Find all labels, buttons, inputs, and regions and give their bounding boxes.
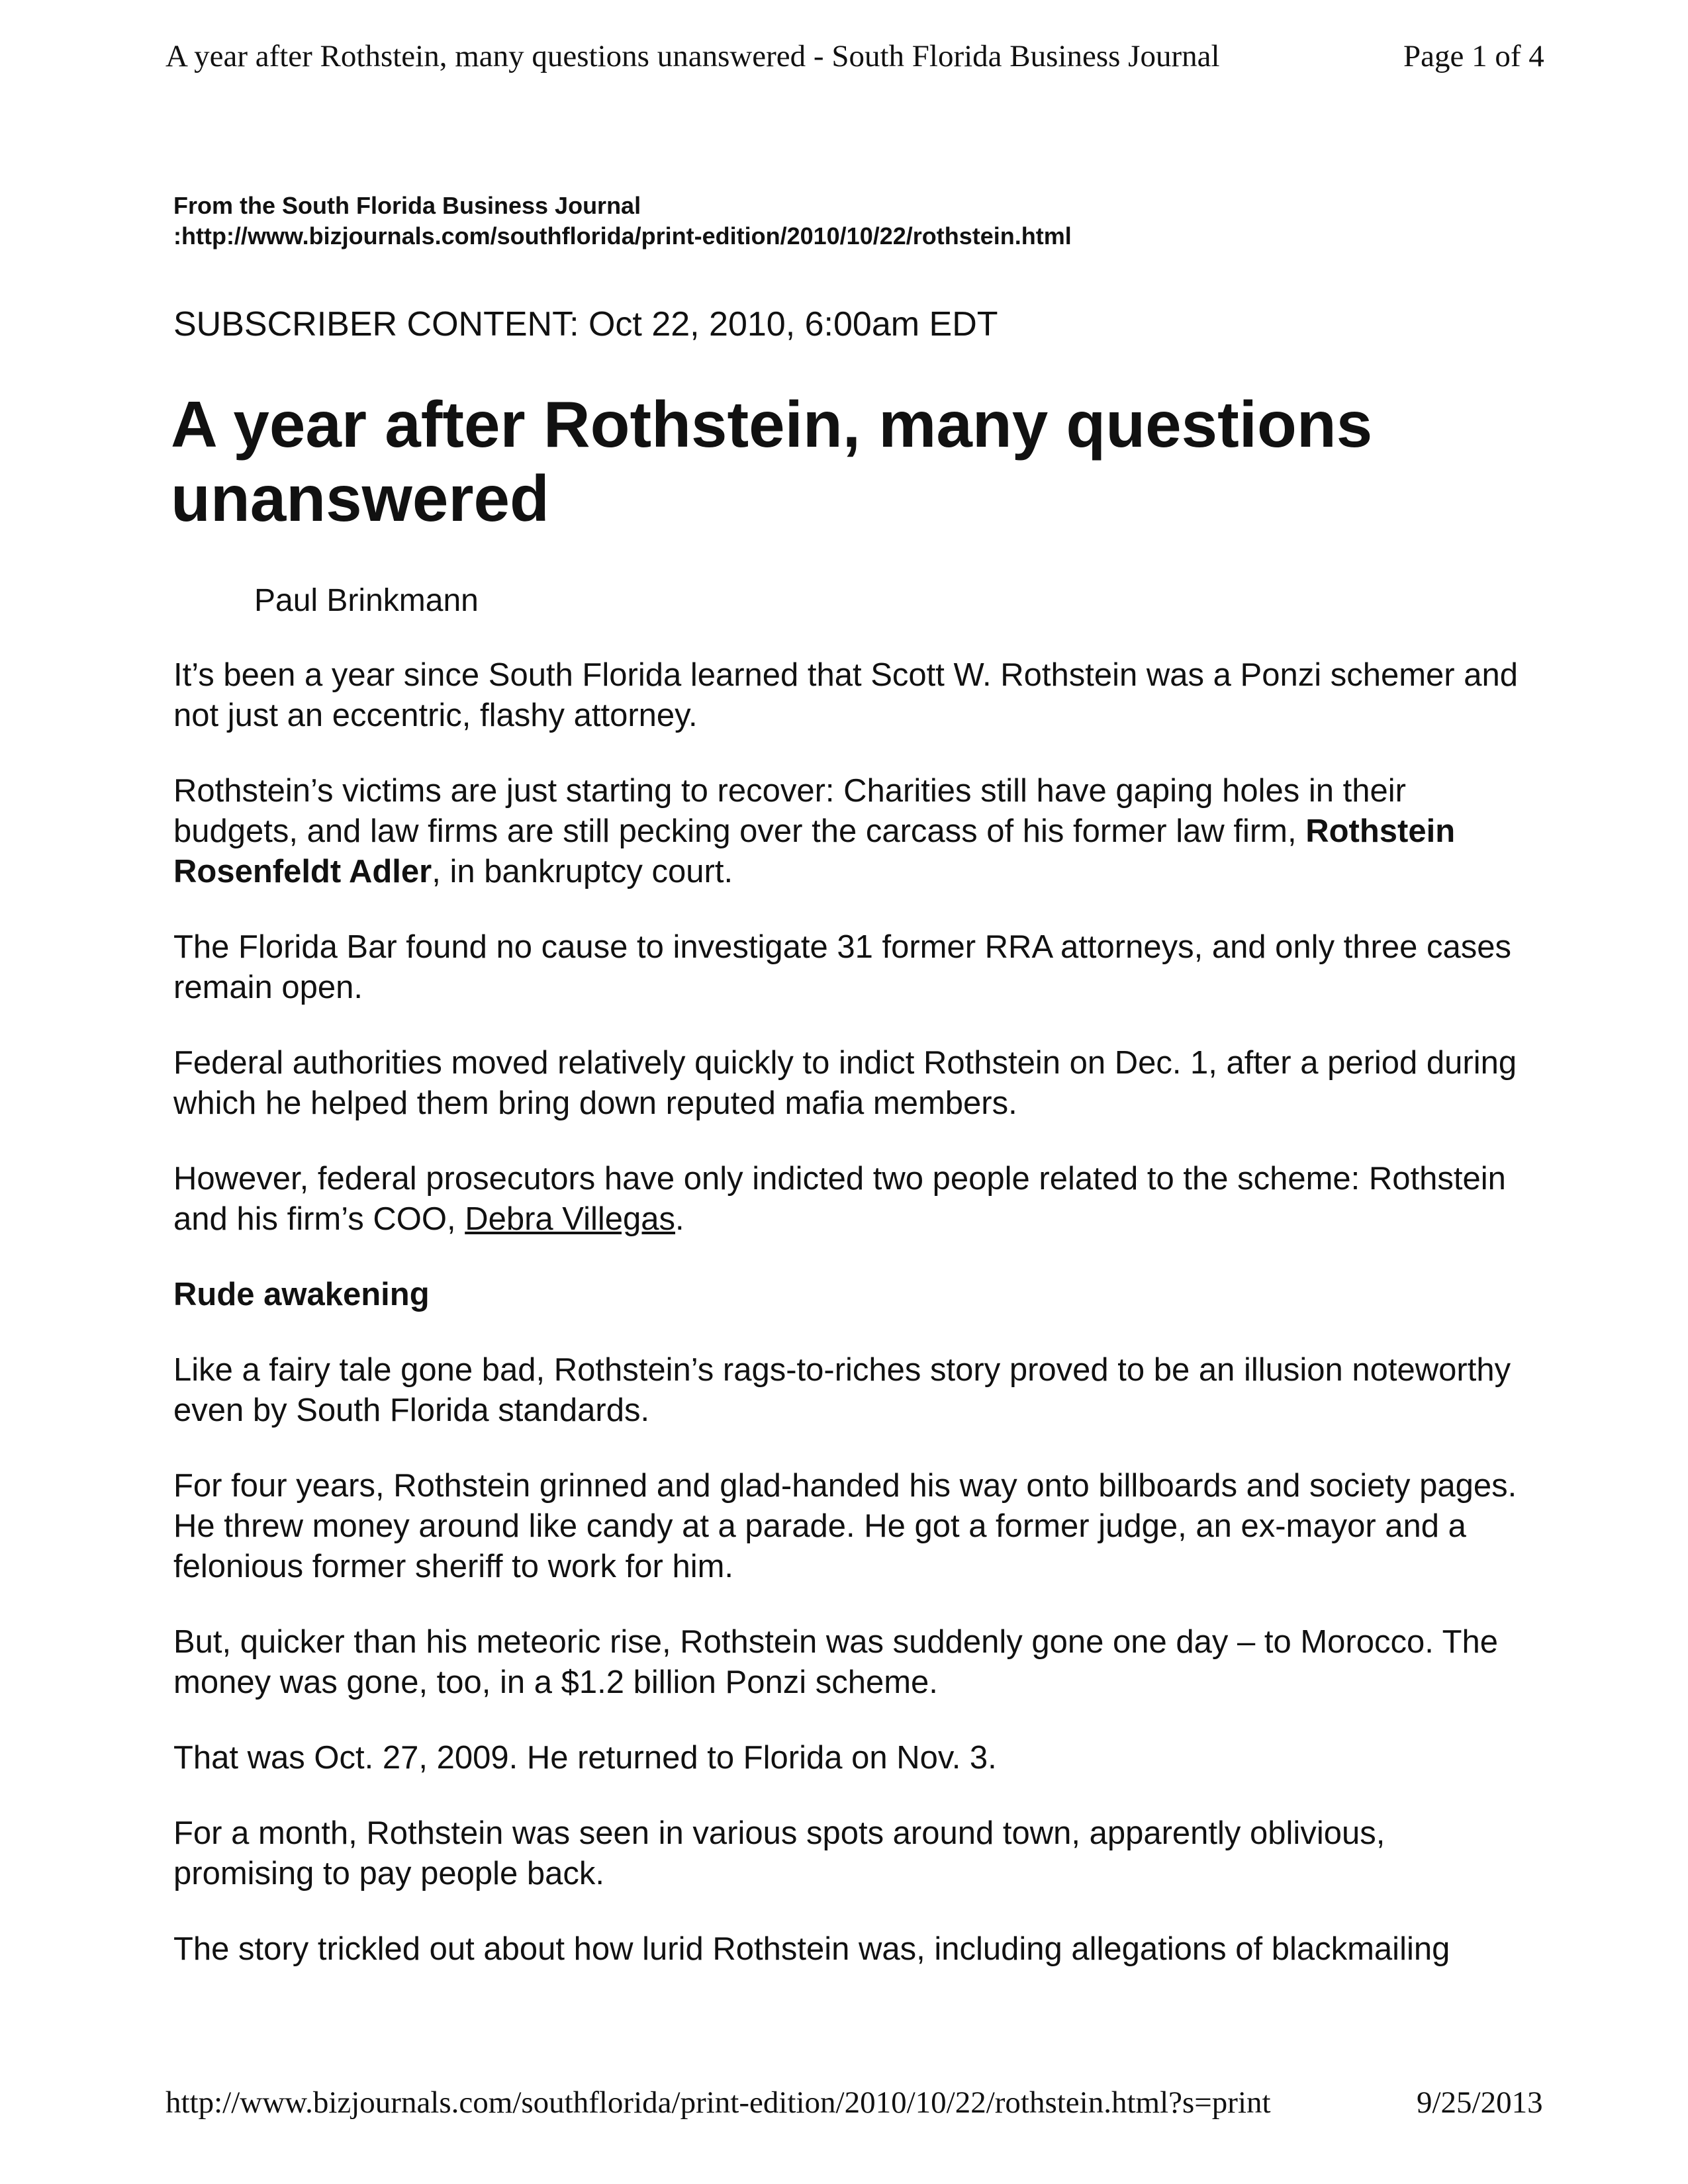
source-publication: From the South Florida Business Journal <box>173 192 641 219</box>
section-subheading: Rude awakening <box>173 1277 430 1312</box>
article-paragraph: Federal authorities moved relatively quickly to indict Rothstein on Dec. 1, after a period during which he helped them bring down reputed mafia members. <box>173 1045 1517 1121</box>
source-block <box>173 191 1072 251</box>
article-paragraph: For four years, Rothstein grinned and glad-handed his way onto billboards and society pages. He threw money around like candy at a parade. He got a former judge, an ex-mayor and a felonious former sheriff to work for him. <box>173 1468 1517 1584</box>
article-body <box>173 655 1524 2005</box>
paragraph-text: , in bankruptcy court. <box>432 854 733 889</box>
source-url: :http://www.bizjournals.com/southflorida/print-edition/2010/10/22/rothstein.html <box>173 222 1072 250</box>
article-paragraph <box>173 771 1524 892</box>
paragraph-text: Rothstein’s victims are just starting to recover: Charities still have gaping holes in their budgets, and law firms are still pecking over the carcass of his former law firm, <box>173 773 1406 849</box>
article-paragraph: It’s been a year since South Florida learned that Scott W. Rothstein was a Ponzi schemer and not just an eccentric, flashy attorney. <box>173 657 1518 733</box>
paragraph-text: . <box>675 1201 684 1237</box>
subscriber-content-dateline: SUBSCRIBER CONTENT: Oct 22, 2010, 6:00am EDT <box>173 305 998 343</box>
print-footer-url: http://www.bizjournals.com/southflorida/print-edition/2010/10/22/rothstein.html?s=print <box>165 2085 1271 2120</box>
debra-villegas-link[interactable]: Debra Villegas <box>465 1201 676 1237</box>
article-paragraph: The Florida Bar found no cause to investigate 31 former RRA attorneys, and only three cases remain open. <box>173 929 1511 1005</box>
article-paragraph <box>173 1159 1524 1240</box>
article-headline: A year after Rothstein, many questions unanswered <box>171 388 1373 535</box>
article-paragraph: For a month, Rothstein was seen in various spots around town, apparently oblivious, promising to pay people back. <box>173 1815 1385 1891</box>
print-header-title: A year after Rothstein, many questions unanswered - South Florida Business Journal <box>165 39 1220 73</box>
article-paragraph: That was Oct. 27, 2009. He returned to Florida on Nov. 3. <box>173 1740 997 1776</box>
law-firm-name: Rothstein Rosenfeldt Adler <box>173 813 1456 889</box>
article-paragraph: The story trickled out about how lurid Rothstein was, including allegations of blackmailing <box>173 1931 1450 1967</box>
page-number: Page 1 of 4 <box>1403 39 1544 73</box>
print-footer-date: 9/25/2013 <box>1417 2085 1543 2120</box>
article-paragraph: But, quicker than his meteoric rise, Rothstein was suddenly gone one day – to Morocco. The money was gone, too, in a $1.2 billion Ponzi scheme. <box>173 1624 1499 1700</box>
paragraph-text: However, federal prosecutors have only indicted two people related to the scheme: Rothstein and his firm’s COO, <box>173 1161 1506 1237</box>
article-paragraph: Like a fairy tale gone bad, Rothstein’s rags-to-riches story proved to be an illusion noteworthy even by South Florida standards. <box>173 1352 1511 1428</box>
author-byline: Paul Brinkmann <box>254 583 479 618</box>
